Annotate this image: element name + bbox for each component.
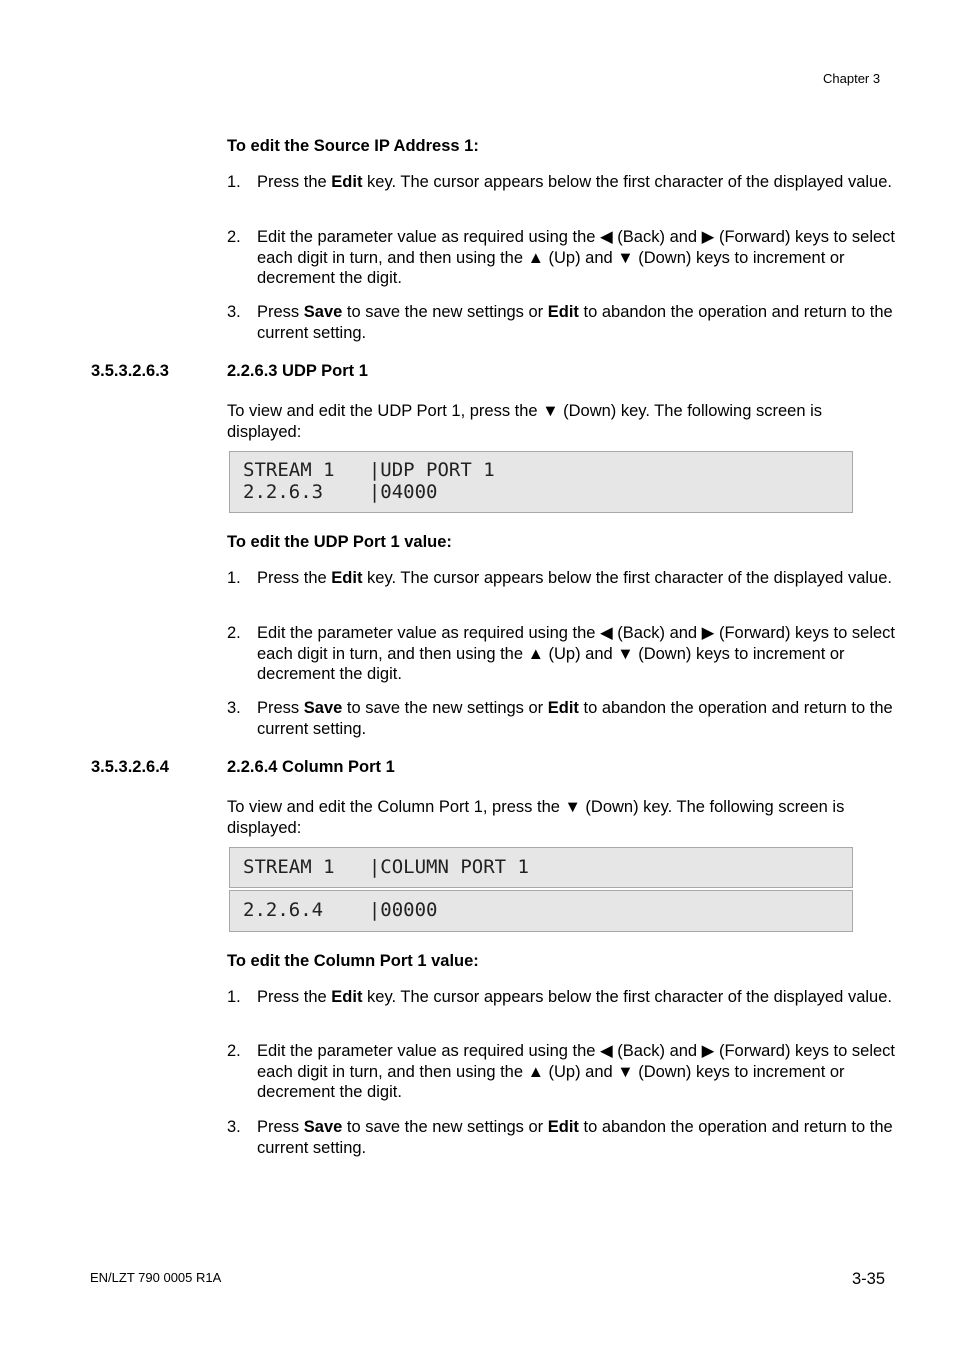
lcd-line-1: STREAM 1 |COLUMN PORT 1 — [243, 856, 529, 878]
step-text: Press Save to save the new settings or Edit to abandon the operation and return to the current setting. — [257, 303, 893, 342]
step-text: Edit the parameter value as required using the ◀ (Back) and ▶ (Forward) keys to select each digit in turn, and then using the ▲ (Up) and ▼ (Down) keys to increment or decrement the digit. — [257, 624, 895, 683]
step-number: 3. — [227, 303, 241, 321]
step-number: 2. — [227, 228, 241, 246]
step-number: 1. — [227, 988, 241, 1006]
section-number: 3.5.3.2.6.4 — [91, 758, 169, 776]
section-title: 2.2.6.3 UDP Port 1 — [227, 362, 368, 380]
source-ip-edit-heading: To edit the Source IP Address 1: — [227, 137, 479, 155]
step-text: Edit the parameter value as required using the ◀ (Back) and ▶ (Forward) keys to select each digit in turn, and then using the ▲ (Up) and ▼ (Down) keys to increment or decrement the digit. — [257, 228, 895, 287]
footer-page-number: 3-35 — [852, 1270, 886, 1288]
step-number: 3. — [227, 699, 241, 717]
step-number: 2. — [227, 624, 241, 642]
step-text: Press the Edit key. The cursor appears below the first character of the displayed value. — [257, 988, 892, 1006]
lcd-screen-row-2 — [229, 890, 853, 932]
step-text: Press the Edit key. The cursor appears below the first character of the displayed value. — [257, 569, 892, 587]
chapter-header: Chapter 3 — [823, 71, 881, 86]
step-number: 1. — [227, 173, 241, 191]
lcd-line-2: 2.2.6.3 |04000 — [243, 481, 438, 503]
section-intro: To view and edit the Column Port 1, press the ▼ (Down) key. The following screen is displayed: — [227, 798, 845, 837]
section-intro: To view and edit the UDP Port 1, press the ▼ (Down) key. The following screen is displayed: — [227, 402, 823, 441]
lcd-line-1: STREAM 1 |UDP PORT 1 — [243, 459, 495, 481]
step-text: Press Save to save the new settings or Edit to abandon the operation and return to the current setting. — [257, 699, 893, 738]
udp-edit-heading: To edit the UDP Port 1 value: — [227, 533, 452, 551]
lcd-screen-row-1 — [229, 847, 853, 888]
lcd-screen — [229, 451, 853, 513]
step-text: Press Save to save the new settings or Edit to abandon the operation and return to the current setting. — [257, 1118, 893, 1157]
column-edit-heading: To edit the Column Port 1 value: — [227, 952, 479, 970]
footer-doc-id: EN/LZT 790 0005 R1A — [90, 1270, 222, 1285]
step-number: 1. — [227, 569, 241, 587]
step-number: 2. — [227, 1042, 241, 1060]
section-title: 2.2.6.4 Column Port 1 — [227, 758, 395, 776]
section-number: 3.5.3.2.6.3 — [91, 362, 169, 380]
step-text: Press the Edit key. The cursor appears below the first character of the displayed value. — [257, 173, 892, 191]
step-text: Edit the parameter value as required using the ◀ (Back) and ▶ (Forward) keys to select each digit in turn, and then using the ▲ (Up) and ▼ (Down) keys to increment or decrement the digit. — [257, 1042, 895, 1101]
step-number: 3. — [227, 1118, 241, 1136]
lcd-line-2: 2.2.6.4 |00000 — [243, 899, 438, 921]
